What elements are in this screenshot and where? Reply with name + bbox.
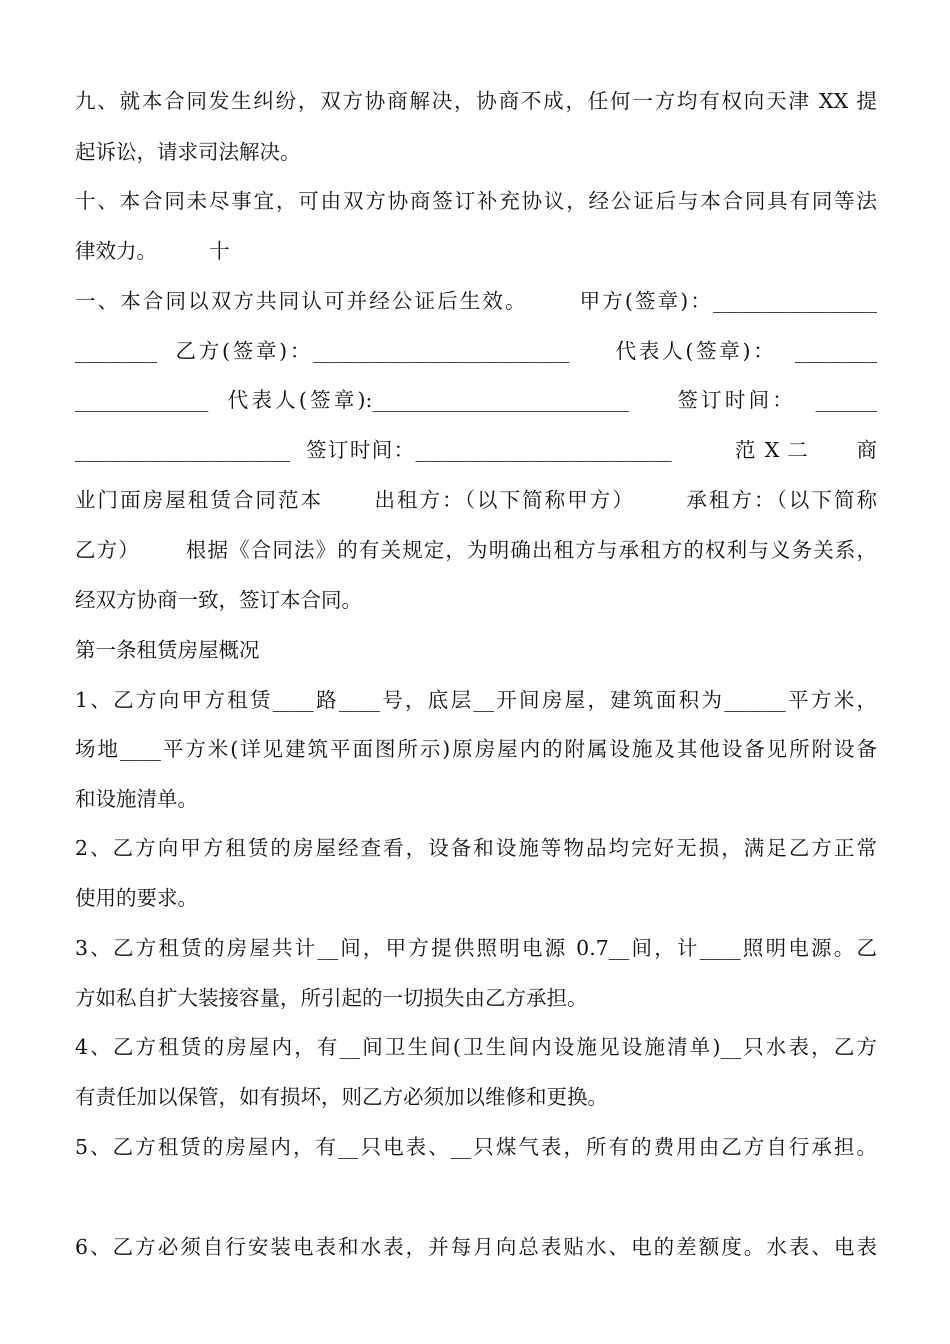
- text-line: 一、本合同以双方共同认可并经公证后生效。 甲方(签章)：________________: [75, 289, 877, 313]
- text-line: 和设施清单。: [75, 787, 198, 811]
- text-line: 方如私自扩大装接容量，所引起的一切损失由乙方承担。: [75, 986, 588, 1010]
- text-line: 4、乙方租赁的房屋内，有__间卫生间(卫生间内设施见设施清单)__只水表，乙方: [75, 1035, 877, 1059]
- text-line: 九、就本合同发生纠纷，双方协商解决，协商不成，任何一方均有权向天津 XX 提: [75, 89, 877, 113]
- text-line: 十、本合同未尽事宜，可由双方协商签订补充协议，经公证后与本合同具有同等法: [75, 189, 877, 213]
- text-line: 起诉讼，请求司法解决。: [75, 140, 301, 164]
- text-line: 业门面房屋租赁合同范本 出租方：（以下简称甲方） 承租方：（以下简称: [75, 488, 877, 512]
- text-line: ________ 乙方(签章)：_________________________ 代表人(签章)： ________: [75, 339, 877, 363]
- text-line: 场地____平方米(详见建筑平面图所示)原房屋内的附属设施及其他设备见所附设备: [75, 737, 877, 761]
- section-heading: 第一条租赁房屋概况: [75, 638, 260, 662]
- text-line: 2、乙方向甲方租赁的房屋经查看，设备和设施等物品均完好无损，满足乙方正常: [75, 836, 877, 860]
- text-line: 有责任加以保管，如有损坏，则乙方必须加以维修和更换。: [75, 1085, 608, 1109]
- text-line: 6、乙方必须自行安装电表和水表，并每月向总表贴水、电的差额度。水表、电表: [75, 1235, 877, 1259]
- text-line: _____________________ 签订时间：_________________________ 范 X 二 商: [75, 438, 877, 462]
- text-line: 律效力。 十: [75, 239, 230, 263]
- text-line: 经双方协商一致，签订本合同。: [75, 588, 362, 612]
- text-line: 1、乙方向甲方租赁____路____号，底层__开间房屋，建筑面积为______平方米，: [75, 688, 877, 712]
- text-line: 5、乙方租赁的房屋内，有__只电表、__只煤气表，所有的费用由乙方自行承担。: [75, 1135, 877, 1159]
- text-line: 3、乙方租赁的房屋共计__间，甲方提供照明电源 0.7__间，计____照明电源。乙: [75, 936, 877, 960]
- text-line: 使用的要求。: [75, 886, 198, 910]
- text-line: 乙方） 根据《合同法》的有关规定，为明确出租方与承租方的权利与义务关系，: [75, 538, 877, 562]
- text-line: _____________ 代表人(签章):_________________________ 签订时间： ______: [75, 388, 877, 412]
